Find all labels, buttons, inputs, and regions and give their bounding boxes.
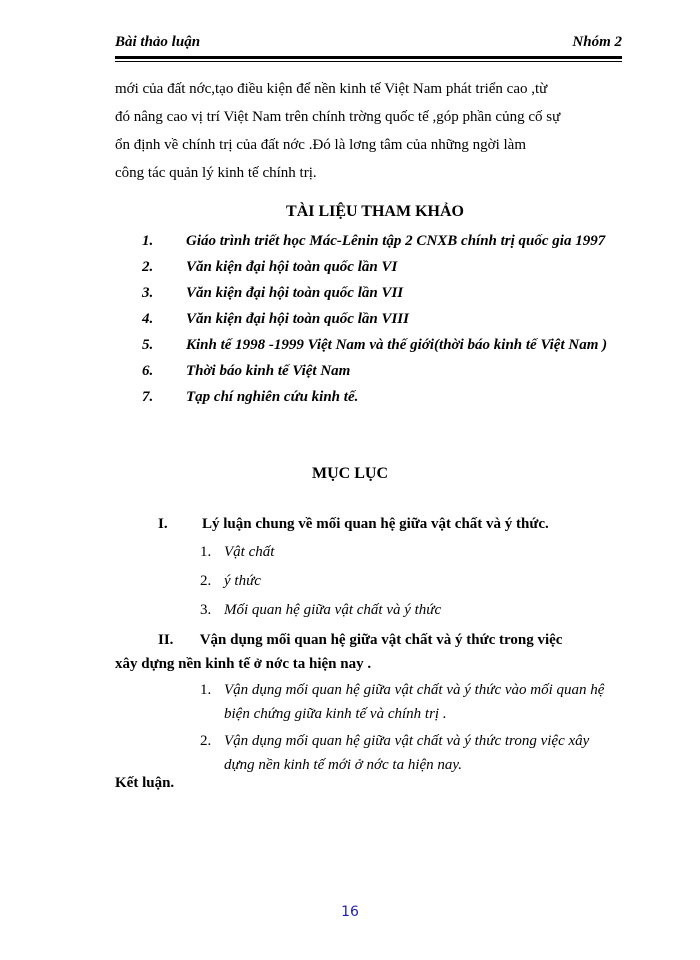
- toc-subitem-text: Mối quan hệ giữa vật chất và ý thức: [224, 602, 442, 618]
- reference-item: [115, 386, 620, 408]
- header-group: Nhóm 2: [572, 34, 622, 50]
- reference-number: 1.: [142, 233, 154, 249]
- toc-section-title-line: xây dựng nền kinh tế ở nớc ta hiện nay .: [115, 656, 372, 672]
- toc-section-2: [115, 628, 620, 676]
- toc-section-1: [158, 512, 618, 536]
- toc-subitem-text: Vận dụng mối quan hệ giữa vật chất và ý thức trong việc xây dựng nền kinh tế mới ở nớc ta hiện nay.: [224, 733, 590, 773]
- reference-item: [115, 256, 620, 278]
- header-rule: [115, 56, 622, 59]
- reference-item: [115, 308, 620, 330]
- page-header: [0, 0, 700, 70]
- toc-subitem: [200, 569, 261, 593]
- reference-number: 4.: [142, 311, 154, 327]
- toc-section-title: Lý luận chung về mối quan hệ giữa vật chất và ý thức.: [202, 516, 549, 532]
- toc-section-title-line: [115, 628, 620, 652]
- reference-text: Giáo trình triết học Mác-Lênin tập 2 CNXB chính trị quốc gia 1997: [186, 233, 606, 249]
- reference-number: 3.: [142, 285, 154, 301]
- toc-subitem-number: 3.: [200, 602, 212, 618]
- toc-subitem-number: 1.: [200, 544, 212, 560]
- toc-subitem-text: Vận dụng mối quan hệ giữa vật chất và ý thức vào mối quan hệ biện chứng giữa kinh tế và chính trị .: [224, 682, 605, 722]
- toc-roman-numeral: II.: [158, 632, 174, 648]
- reference-number: 6.: [142, 363, 154, 379]
- reference-text: Văn kiện đại hội toàn quốc lần VI: [186, 259, 398, 275]
- reference-number: 5.: [142, 337, 154, 353]
- reference-item: [115, 282, 620, 304]
- reference-text: Thời báo kinh tế Việt Nam: [186, 363, 351, 379]
- toc-subitem: [200, 729, 620, 777]
- toc-heading: MỤC LỤC: [312, 465, 388, 482]
- reference-text: Văn kiện đại hội toàn quốc lần VIII: [186, 311, 409, 327]
- reference-item: [115, 360, 620, 382]
- intro-line: ổn định về chính trị của đất nớc .Đó là lơng tâm của những ngời làm: [115, 137, 526, 153]
- reference-text: Tạp chí nghiên cứu kinh tế.: [186, 389, 359, 405]
- reference-item: [115, 230, 620, 252]
- intro-line: đó nâng cao vị trí Việt Nam trên chính trờng quốc tế ,góp phần củng cố sự: [115, 109, 561, 125]
- references-list: [115, 230, 620, 412]
- toc-roman-numeral: I.: [158, 516, 168, 532]
- reference-number: 2.: [142, 259, 154, 275]
- reference-text: Kinh tế 1998 -1999 Việt Nam và thế giới(thời báo kinh tế Việt Nam ): [186, 337, 608, 353]
- reference-number: 7.: [142, 389, 154, 405]
- header-rule-thin: [115, 61, 622, 62]
- reference-item: [115, 334, 620, 356]
- reference-text: Văn kiện đại hội toàn quốc lần VII: [186, 285, 404, 301]
- header-title: Bài thảo luận: [115, 34, 201, 50]
- toc-conclusion: Kết luận.: [115, 775, 175, 791]
- toc-subitem: [200, 678, 620, 726]
- page-number: 16: [341, 904, 359, 920]
- toc-section-title: Vận dụng mối quan hệ giữa vật chất và ý thức trong việc: [199, 632, 563, 648]
- intro-line: công tác quản lý kinh tế chính trị.: [115, 165, 317, 181]
- toc-subitem-number: 1.: [200, 682, 212, 698]
- references-heading: TÀI LIỆU THAM KHẢO: [286, 203, 464, 220]
- toc-subitem-number: 2.: [200, 733, 212, 749]
- toc-subitem: [200, 598, 441, 622]
- intro-paragraph: [115, 75, 620, 187]
- toc-subitem: [200, 540, 274, 564]
- toc-subitem-text: Vật chất: [224, 544, 275, 560]
- toc-subitem-number: 2.: [200, 573, 212, 589]
- toc-subitem-text: ý thức: [224, 573, 261, 589]
- intro-line: mới của đất nớc,tạo điều kiện để nền kinh tế Việt Nam phát triển cao ,từ: [115, 81, 548, 97]
